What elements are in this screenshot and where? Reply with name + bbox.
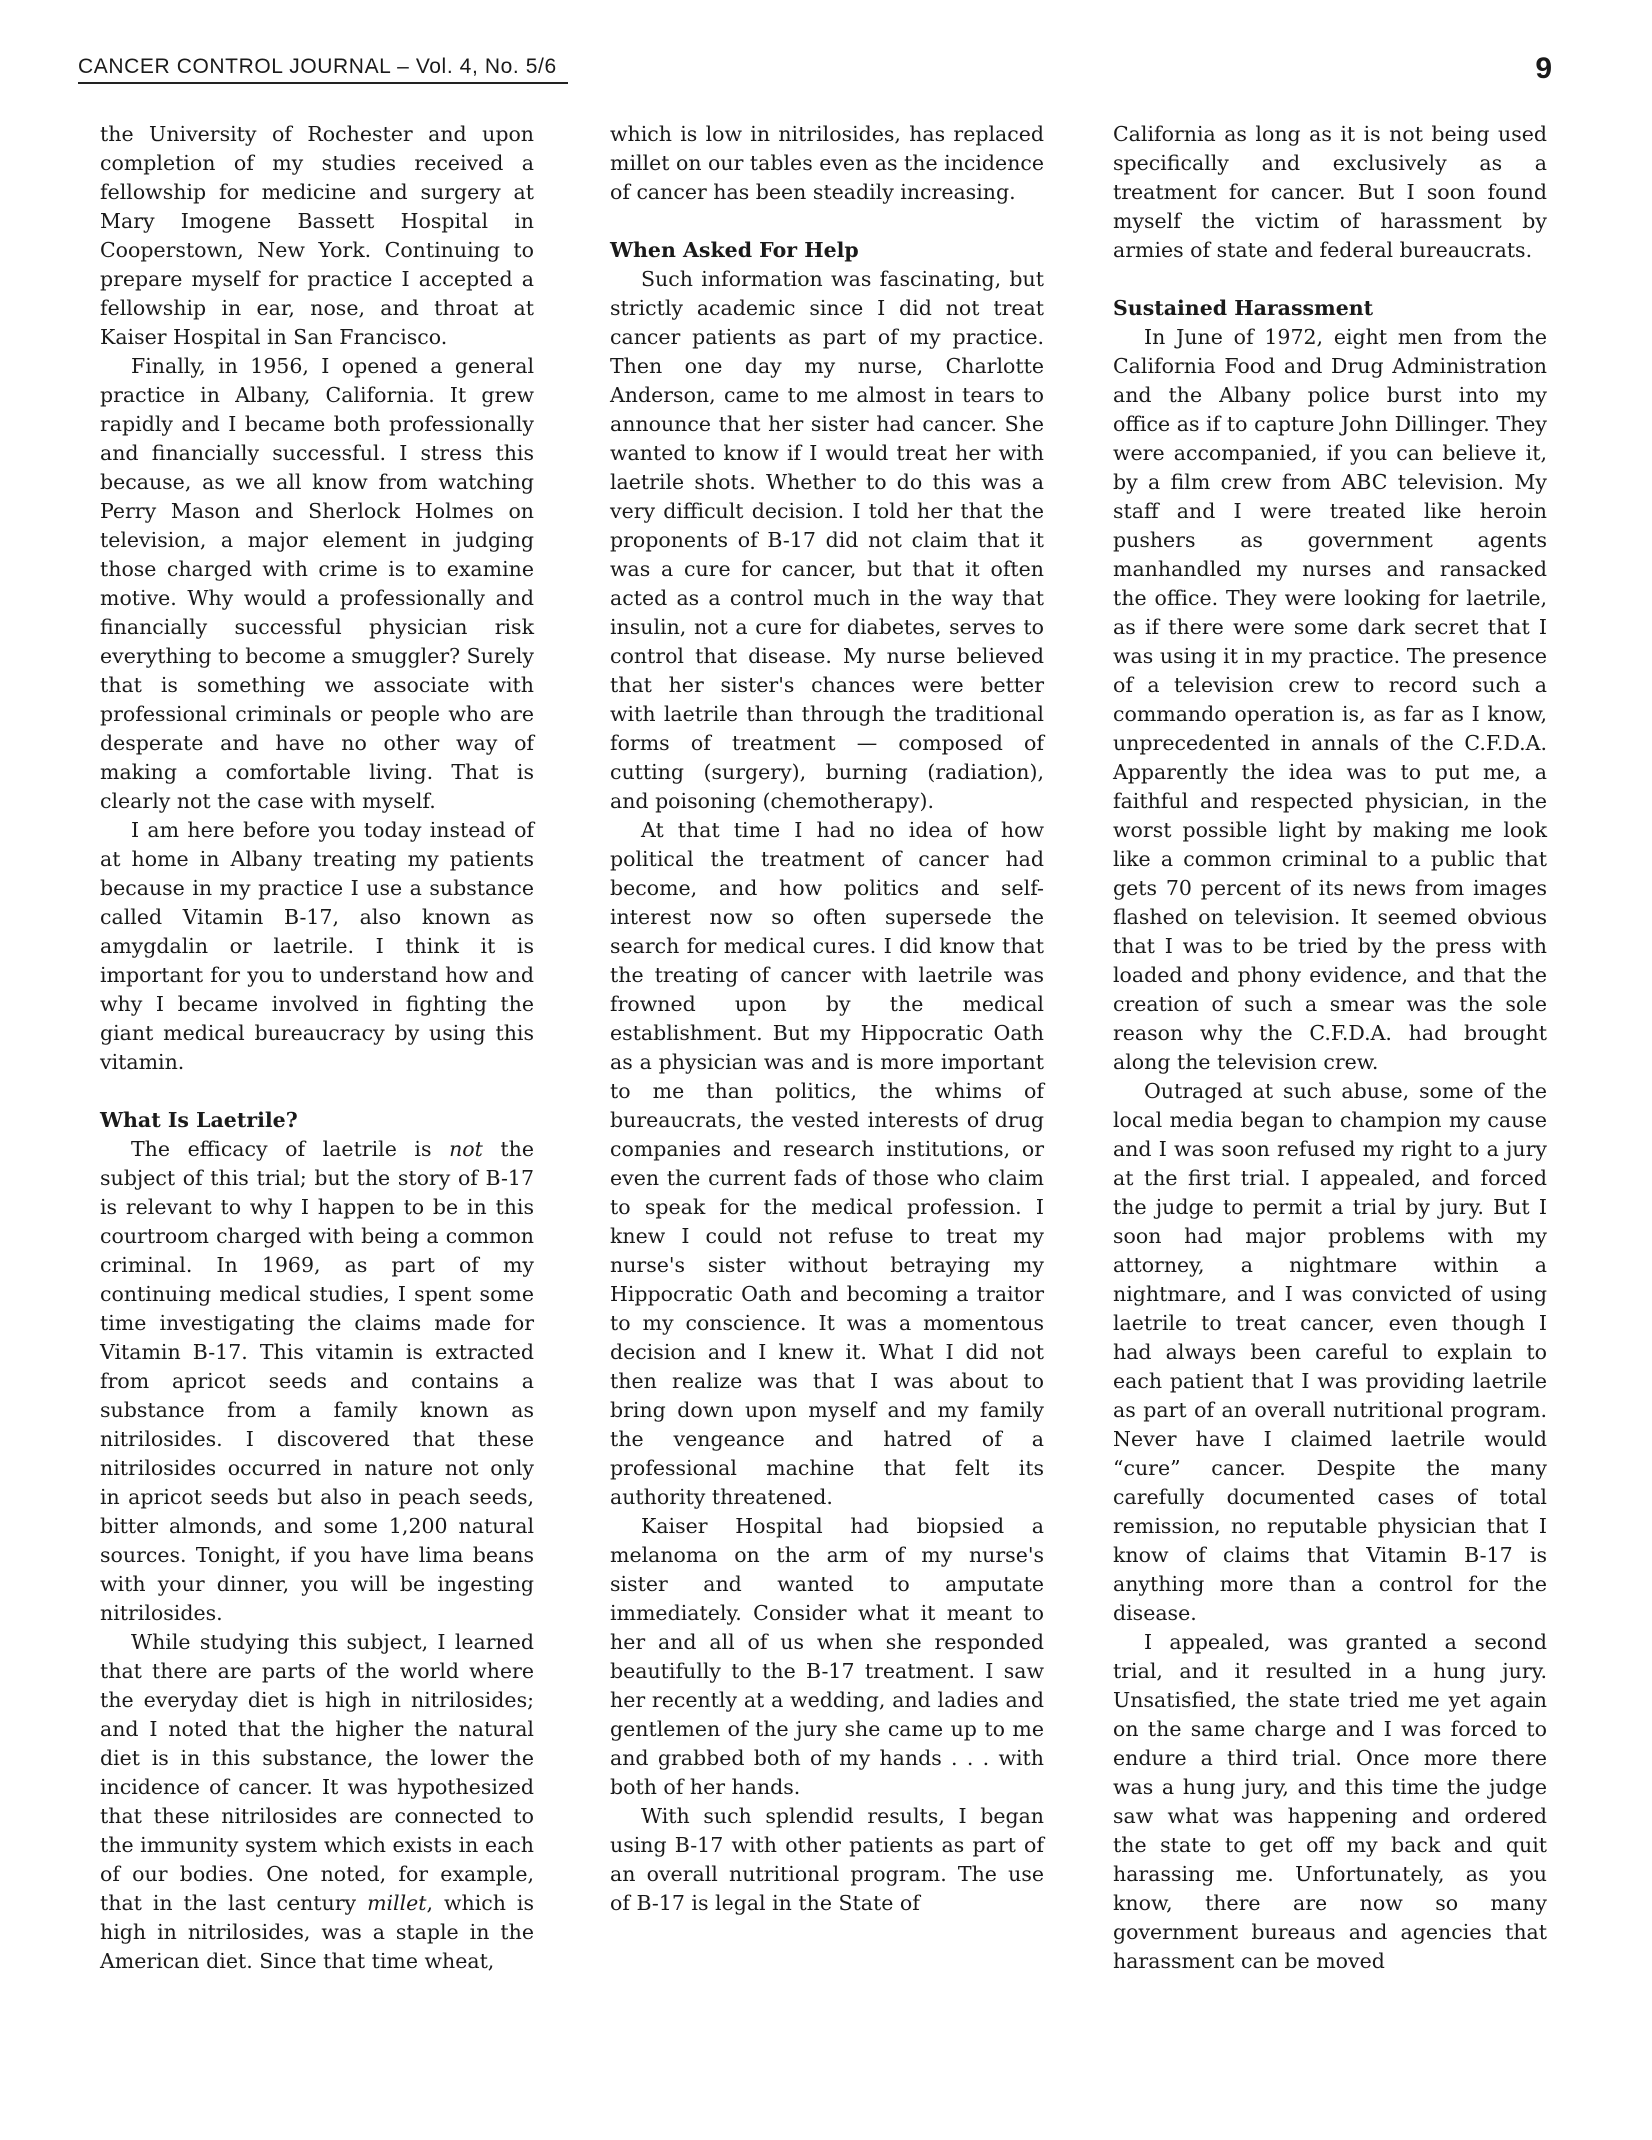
paragraph: the University of Rochester and upon completion of my studies received a fellowship for medicine and surgery at Mary Imogene Bassett Hospital in Cooperstown, New York. Continuing to prepare myself for practice I accepted a fellowship in ear, nose, and throat at Kaiser Hospital in San Francisco. xyxy=(100,122,534,349)
paragraph: With such splendid results, I began using B-17 with other patients as part of an overall nutritional program. The use of B-17 is legal in the State of xyxy=(610,1804,1044,1915)
paragraph: At that time I had no idea of how political the treatment of cancer had become, and how politics and self-interest now so often supersede the search for medical cures. I did know that the treating of cancer with laetrile was frowned upon by the medical establishment. But my Hippocratic Oath as a physician was and is more important to me than politics, the whims of bureaucrats, the vested interests of drug companies and research institutions, or even the current fads of those who claim to speak for the medical profession. I knew I could not refuse to treat my nurse's sister without betraying my Hippocratic Oath and becoming a traitor to my conscience. It was a momentous decision and I knew it. What I did not then realize was that I was about to bring down upon myself and my family the vengeance and hatred of a professional machine that felt its authority threatened. xyxy=(610,818,1044,1509)
text-column-2 xyxy=(610,120,1044,1918)
paragraph: Finally, in 1956, I opened a general practice in Albany, California. It grew rapidly and I became both professionally and financially successful. I stress this because, as we all know from watching Perry Mason and Sherlock Holmes on television, a major element in judging those charged with crime is to examine motive. Why would a professionally and financially successful physician risk everything to become a smuggler? Surely that is something we associate with professional criminals or people who are desperate and have no other way of making a comfortable living. That is clearly not the case with myself. xyxy=(100,354,534,813)
emphasis: millet xyxy=(367,1891,427,1915)
section-heading: What Is Laetrile? xyxy=(100,1108,298,1132)
text-run: The efficacy of laetrile is xyxy=(131,1137,450,1161)
emphasis: not xyxy=(449,1137,483,1161)
text-column-1 xyxy=(100,120,534,1976)
journal-title: CANCER CONTROL JOURNAL – Vol. 4, No. 5/6 xyxy=(78,54,568,84)
paragraph: I am here before you today instead of at home in Albany treating my patients because in my practice I use a substance called Vitamin B-17, also known as amygdalin or laetrile. I think it is important for you to understand how and why I became involved in fighting the giant medical bureaucracy by using this vitamin. xyxy=(100,818,534,1074)
paragraph: Outraged at such abuse, some of the local media began to champion my cause and I was soon refused my right to a jury at the first trial. I appealed, and forced the judge to permit a trial by jury. But I soon had major problems with my attorney, a nightmare within a nightmare, and I was convicted of using laetrile to treat cancer, even though I had always been careful to explain to each patient that I was providing laetrile as part of an overall nutritional program. Never have I claimed laetrile would “cure” cancer. Despite the many carefully documented cases of total remission, no reputable physician that I know of claims that Vitamin B-17 is anything more than a control for the disease. xyxy=(1113,1079,1547,1625)
text-run: While studying this subject, I learned that there are parts of the world where the everyday diet is high in nitrilosides; and I noted that the higher the natural diet is in this substance, the lower the incidence of cancer. It was hypothesized that these nitrilosides are connected to the immunity system which exists in each of our bodies. One noted, for example, that in the last century xyxy=(100,1630,534,1915)
paragraph: which is low in nitrilosides, has replaced millet on our tables even as the incidence of cancer has been steadily increasing. xyxy=(610,122,1045,204)
text-run: , which is high in nitrilosides, was a staple in the American diet. Since that time wheat, xyxy=(100,1891,534,1973)
paragraph: I appealed, was granted a second trial, and it resulted in a hung jury. Unsatisfied, the state tried me yet again on the same charge and I was forced to endure a third trial. Once more there was a hung jury, and this time the judge saw what was happening and ordered the state to get off my back and quit harassing me. Unfortunately, as you know, there are now so many government bureaus and agencies that harassment can be moved xyxy=(1113,1630,1547,1973)
paragraph: In June of 1972, eight men from the California Food and Drug Administration and the Albany police burst into my office as if to capture John Dillinger. They were accompanied, if you can believe it, by a film crew from ABC television. My staff and I were treated like heroin pushers as government agents manhandled my nurses and ransacked the office. They were looking for laetrile, as if there were some dark secret that I was using it in my practice. The presence of a television crew to record such a commando operation is, as far as I know, unprecedented in annals of the C.F.D.A. Apparently the idea was to put me, a faithful and respected physician, in the worst possible light by making me look like a common criminal to a public that gets 70 percent of its news from images flashed on television. It seemed obvious that I was to be tried by the press with loaded and phony evidence, and that the creation of such a smear was the sole reason why the C.F.D.A. had brought along the television crew. xyxy=(1113,325,1547,1074)
page-number: 9 xyxy=(1535,52,1552,85)
text-run: the subject of this trial; but the story of B-17 is relevant to why I happen to be in this courtroom charged with being a common criminal. In 1969, as part of my continuing medical studies, I spent some time investigating the claims made for Vitamin B-17. This vitamin is extracted from apricot seeds and contains a substance from a family known as nitrilosides. I discovered that these nitrilosides occurred in nature not only in apricot seeds but also in peach seeds, bitter almonds, and some 1,200 natural sources. Tonight, if you have lima beans with your dinner, you will be ingesting nitrilosides. xyxy=(100,1137,534,1625)
text-column-3 xyxy=(1113,120,1547,1976)
paragraph: Such information was fascinating, but strictly academic since I did not treat cancer patients as part of my practice. Then one day my nurse, Charlotte Anderson, came to me almost in tears to announce that her sister had cancer. She wanted to know if I would treat her with laetrile shots. Whether to do this was a very difficult decision. I told her that the proponents of B-17 did not claim that it was a cure for cancer, but that it often acted as a control much in the way that insulin, not a cure for diabetes, serves to control that disease. My nurse believed that her sister's chances were better with laetrile than through the traditional forms of treatment — composed of cutting (surgery), burning (radiation), and poisoning (chemotherapy). xyxy=(610,267,1044,813)
paragraph: Kaiser Hospital had biopsied a melanoma on the arm of my nurse's sister and wanted to amputate immediately. Consider what it meant to her and all of us when she responded beautifully to the B-17 treatment. I saw her recently at a wedding, and ladies and gentlemen of the jury she came up to me and grabbed both of my hands . . . with both of her hands. xyxy=(610,1514,1044,1799)
running-header xyxy=(78,54,568,84)
section-heading: When Asked For Help xyxy=(610,238,859,262)
paragraph: California as long as it is not being used specifically and exclusively as a treatment for cancer. But I soon found myself the victim of harassment by armies of state and federal bureaucrats. xyxy=(1113,122,1547,262)
paragraph xyxy=(100,1628,534,1976)
section-heading: Sustained Harassment xyxy=(1113,296,1374,320)
paragraph xyxy=(100,1135,534,1628)
